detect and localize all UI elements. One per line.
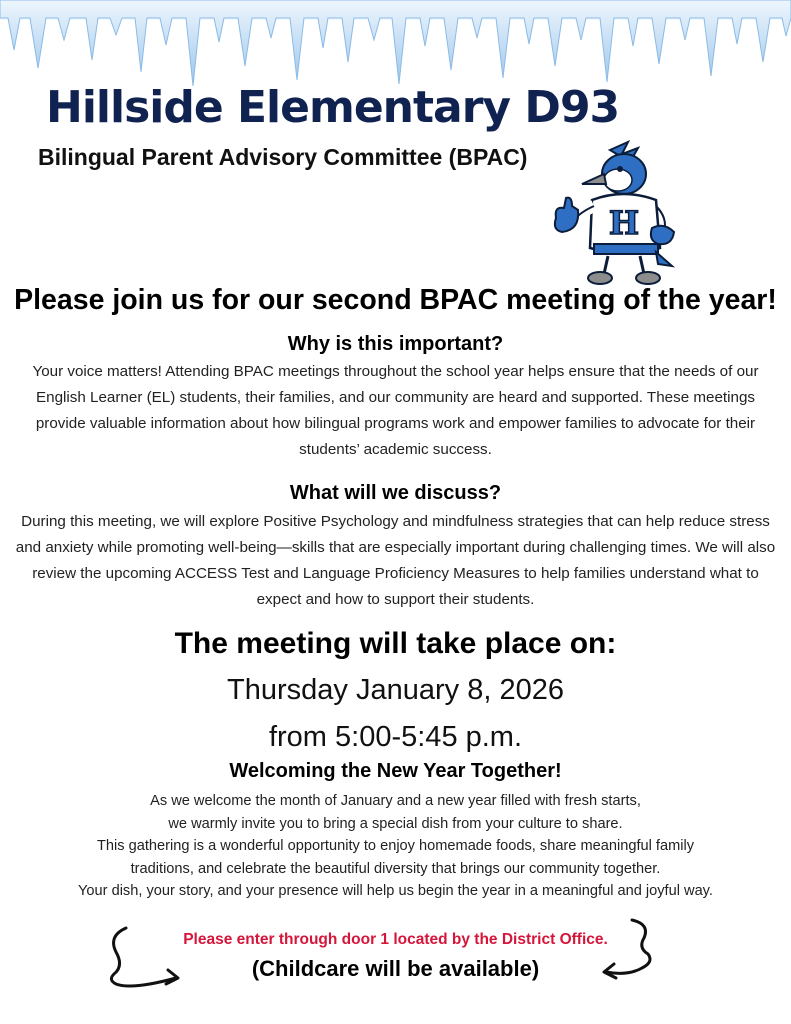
- discuss-heading: What will we discuss?: [289, 482, 502, 504]
- welcome-line: we warmly invite you to bring a special dish from your culture to share.: [168, 815, 623, 832]
- why-heading: Why is this important?: [287, 333, 504, 355]
- meeting-headline: Please join us for our second BPAC meeting of the year!: [14, 284, 777, 316]
- discuss-paragraph: During this meeting, we will explore Positive Psychology and mindfulness strategies that can help reduce stress and anxiety while promoting well-being—skills that are especially important during challenging times. We will also review the upcoming ACCESS Test and Language Proficiency Measures to help families understand what to expect and how to support their students.: [15, 513, 776, 608]
- icicle-border-icon: [0, 0, 791, 92]
- welcome-line: This gathering is a wonderful opportunity to enjoy homemade foods, share meaningful family: [96, 838, 695, 854]
- blue-jay-mascot-icon: [548, 140, 688, 290]
- meeting-heading: The meeting will take place on:: [174, 627, 617, 660]
- childcare-note: (Childcare will be available): [251, 956, 540, 981]
- door-note: Please enter through door 1 located by the District Office.: [183, 931, 608, 948]
- welcome-line: As we welcome the month of January and a new year filled with fresh starts,: [150, 793, 641, 809]
- welcome-heading: Welcoming the New Year Together!: [229, 760, 562, 782]
- welcome-line: traditions, and celebrate the beautiful diversity that brings our community together.: [130, 860, 661, 877]
- welcome-line: Your dish, your story, and your presence will help us begin the year in a meaningful and joyful way.: [78, 883, 713, 899]
- meeting-date: Thursday January 8, 2026: [227, 674, 564, 706]
- meeting-time: from 5:00-5:45 p.m.: [268, 721, 523, 753]
- school-title: Hillside Elementary D93: [46, 82, 620, 133]
- mascot-letter: H: [608, 204, 640, 242]
- committee-subtitle: Bilingual Parent Advisory Committee (BPAC): [38, 144, 528, 170]
- why-paragraph: Your voice matters! Attending BPAC meetings throughout the school year helps ensure that the needs of our English Learner (EL) students, their families, and our community are heard and supported. These meetings provide valuable information about how bilingual programs work and empower families to advocate for their students’ academic success.: [32, 363, 759, 458]
- welcome-text: [10, 790, 781, 903]
